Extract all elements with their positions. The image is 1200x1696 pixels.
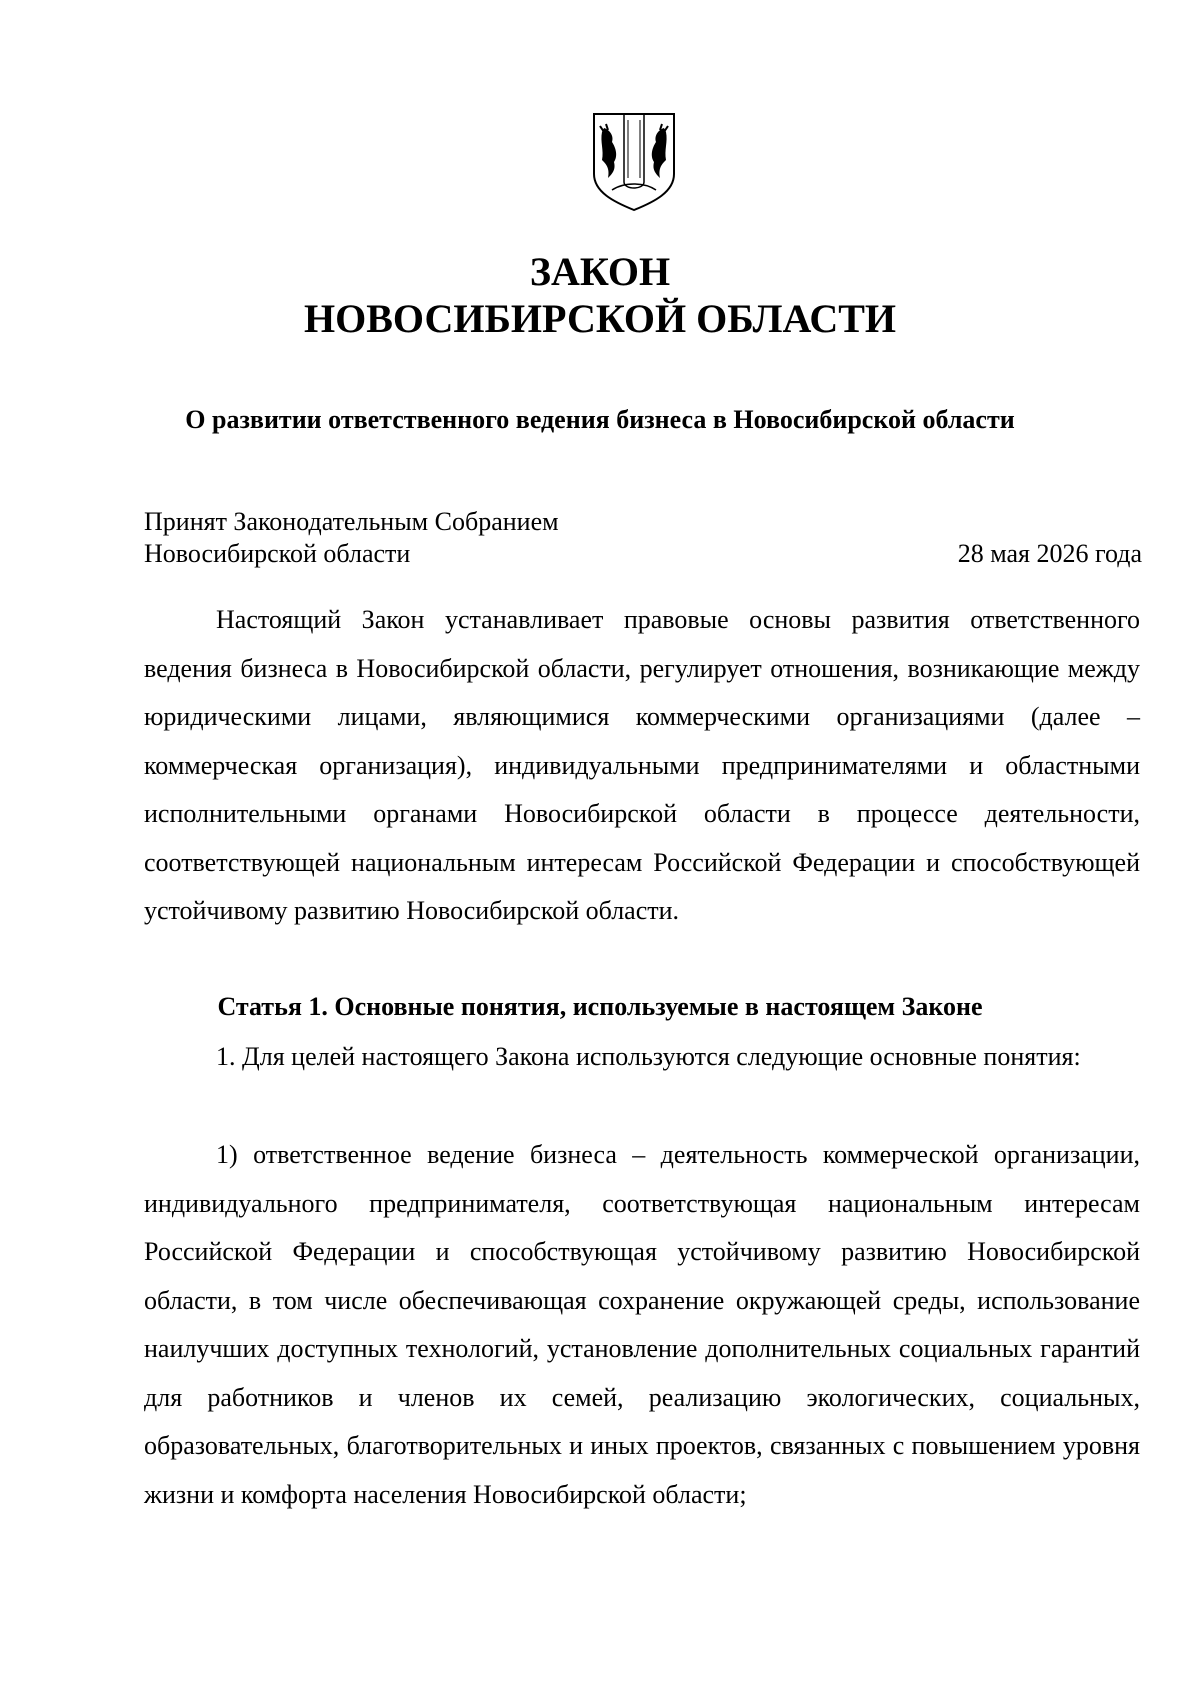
coat-of-arms-icon <box>590 112 678 212</box>
region-title: НОВОСИБИРСКОЙ ОБЛАСТИ <box>303 296 897 341</box>
preamble-paragraph: Настоящий Закон устанавливает правовые основы развития ответственного ведения бизнеса в Новосибирской области, регулирует отношения, возникающие между юридическими лицами, являющимися коммерческими организациями (далее – коммерческая организация), индивидуальными предпринимателями и областными исполнительными органами Новосибирской области в процессе деятельности, соответствующей национальным интересам Российской Федерации и способствующей устойчивому развитию Новосибирской области. <box>144 605 1140 925</box>
law-subtitle: О развитии ответственного ведения бизнеса в Новосибирской области <box>185 405 1015 434</box>
adoption-line-2: Новосибирской области <box>144 539 411 568</box>
adoption-block <box>144 506 559 570</box>
article-paragraph-1: 1. Для целей настоящего Закона используются следующие основные понятия: <box>216 1042 1081 1071</box>
adoption-date: 28 мая 2026 года <box>957 539 1142 568</box>
article-heading: Статья 1. Основные понятия, используемые в настоящем Законе <box>217 992 983 1021</box>
article-paragraph-2: 1) ответственное ведение бизнеса – деятельность коммерческой организации, индивидуального предпринимателя, соответствующая национальным интересам Российской Федерации и способствующая устойчивому развитию Новосибирской области, в том числе обеспечивающая сохранение окружающей среды, использование наилучших доступных технологий, установление дополнительных социальных гарантий для работников и членов их семей, реализацию экологических, социальных, образовательных, благотворительных и иных проектов, связанных с повышением уровня жизни и комфорта населения Новосибирской области; <box>144 1140 1140 1509</box>
adoption-line-1: Принят Законодательным Собранием <box>144 507 559 536</box>
law-title: ЗАКОН <box>529 249 671 294</box>
